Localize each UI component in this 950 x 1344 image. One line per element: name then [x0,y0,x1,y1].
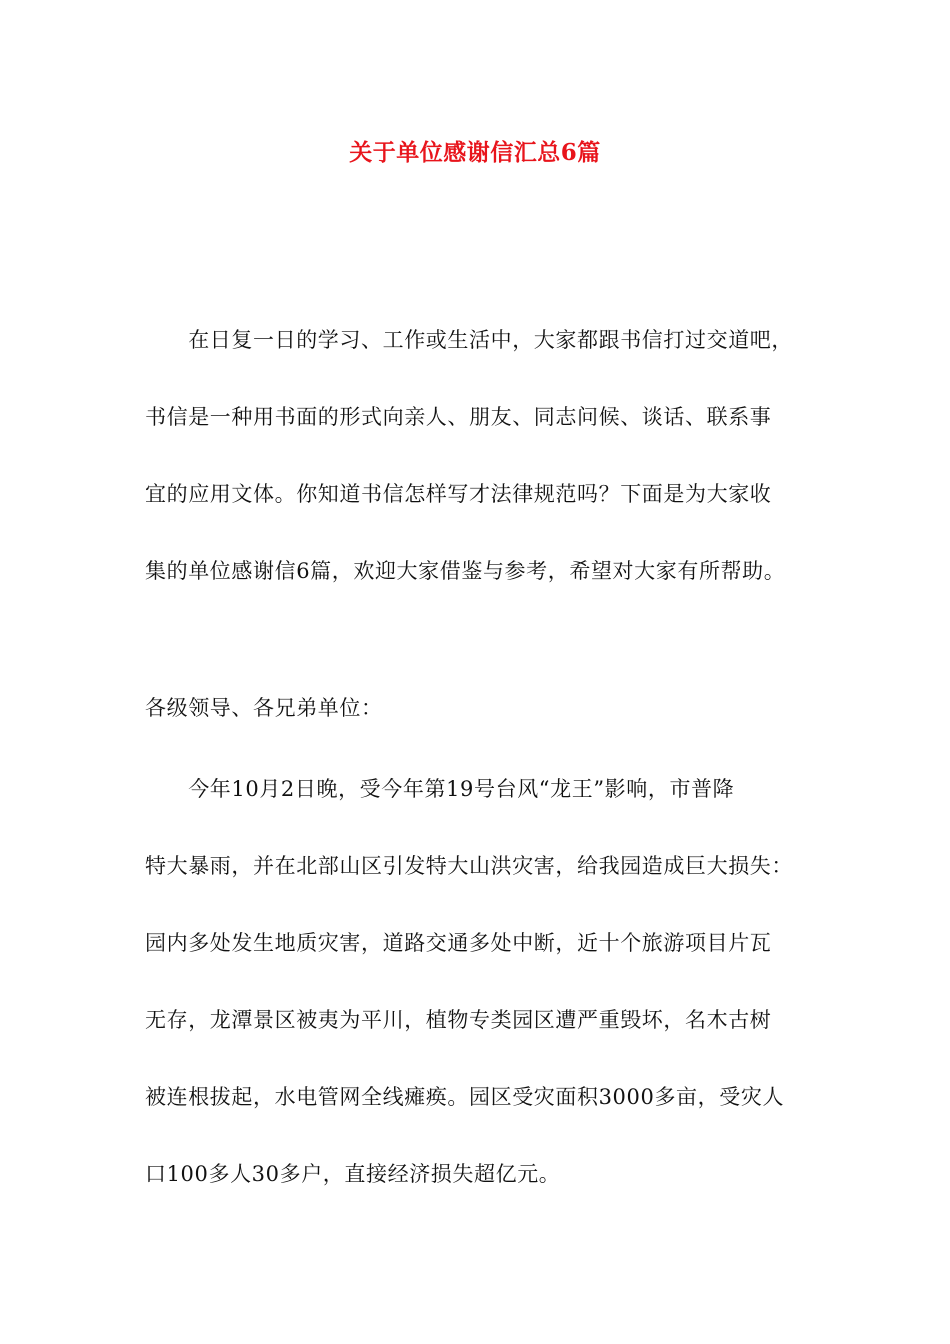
text-line: 书信是一种用书面的形式向亲人、朋友、同志问候、谈话、联系事 [145,405,772,429]
text-line: 宜的应用文体。你知道书信怎样写才法律规范吗？下面是为大家收 [145,482,772,506]
text-line: 今年10月2日晚，受今年第19号台风“龙王”影响，市普降 [145,777,735,801]
salutation [145,670,815,747]
text-line: 在日复一日的学习、工作或生活中，大家都跟书信打过交道吧， [145,328,793,352]
text-line: 园内多处发生地质灾害，道路交通多处中断，近十个旅游项目片瓦 [145,931,772,955]
text-line: 被连根拔起，水电管网全线瘫痪。园区受灾面积3000多亩，受灾人 [145,1085,785,1109]
text-line: 口100多人30多户，直接经济损失超亿元。 [145,1162,561,1186]
document-title: 关于单位感谢信汇总6篇 [349,139,601,166]
text-line: 无存，龙潭景区被夷为平川，植物专类园区遭严重毁坏，名木古树 [145,1008,772,1032]
text-line: 特大暴雨，并在北部山区引发特大山洪灾害，给我园造成巨大损失： [145,854,793,878]
letter-paragraph [145,751,815,1213]
text-line: 集的单位感谢信6篇，欢迎大家借鉴与参考，希望对大家有所帮助。 [145,559,786,583]
intro-paragraph [145,302,815,610]
salutation-text: 各级领导、各兄弟单位： [145,696,383,720]
